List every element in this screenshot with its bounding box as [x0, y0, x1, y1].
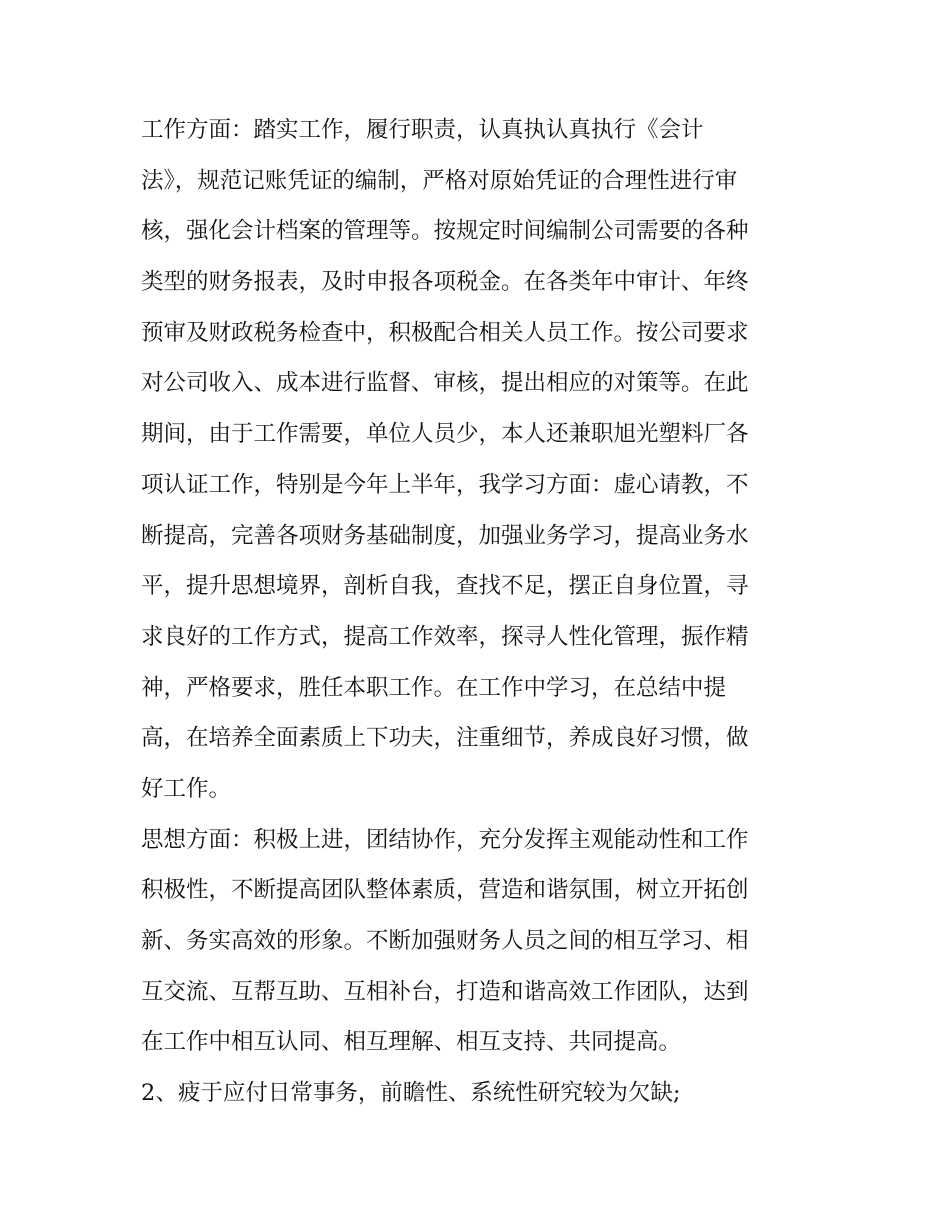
text-line: 法》，规范记账凭证的编制，严格对原始凭证的合理性进行审	[141, 167, 738, 194]
text-line: 高，在培养全面素质上下功夫，注重细节，养成良好习惯，做	[141, 725, 749, 752]
text-line: 好工作。	[141, 775, 232, 802]
text-line: 期间，由于工作需要，单位人员少，本人还兼职旭光塑料厂各	[141, 421, 749, 448]
text-line: 核，强化会计档案的管理等。按规定时间编制公司需要的各种	[141, 218, 749, 245]
text-line: 工作方面：踏实工作，履行职责，认真执认真执行《会计	[141, 117, 704, 143]
text-line: 类型的财务报表，及时申报各项税金。在各类年中审计、年终	[141, 269, 749, 296]
text-line: 积极性，不断提高团队整体素质，营造和谐氛围，树立开拓创	[141, 877, 749, 904]
text-line: 对公司收入、成本进行监督、审核，提出相应的对策等。在此	[141, 370, 749, 397]
text-line: 求良好的工作方式，提高工作效率，探寻人性化管理，振作精	[141, 623, 749, 650]
document-body	[141, 105, 821, 1119]
text-line: 互交流、互帮互助、互相补台，打造和谐高效工作团队，达到	[141, 978, 749, 1005]
text-line: 在工作中相互认同、相互理解、相互支持、共同提高。	[141, 1029, 682, 1056]
text-line: 思想方面：积极上进，团结协作，充分发挥主观能动性和工作	[141, 826, 749, 853]
text-line: 断提高，完善各项财务基础制度，加强业务学习，提高业务水	[141, 522, 749, 549]
text-line: 2、疲于应付日常事务，前瞻性、系统性研究较为欠缺;	[141, 1080, 681, 1107]
text-line: 神，严格要求，胜任本职工作。在工作中学习，在总结中提	[141, 674, 727, 701]
text-line: 项认证工作，特别是今年上半年，我学习方面：虚心请教，不	[141, 471, 749, 498]
text-line: 预审及财政税务检查中，积极配合相关人员工作。按公司要求	[141, 319, 749, 346]
text-line: 新、务实高效的形象。不断加强财务人员之间的相互学习、相	[141, 928, 749, 954]
text-line: 平，提升思想境界，剖析自我，查找不足，摆正自身位置，寻	[141, 573, 749, 600]
